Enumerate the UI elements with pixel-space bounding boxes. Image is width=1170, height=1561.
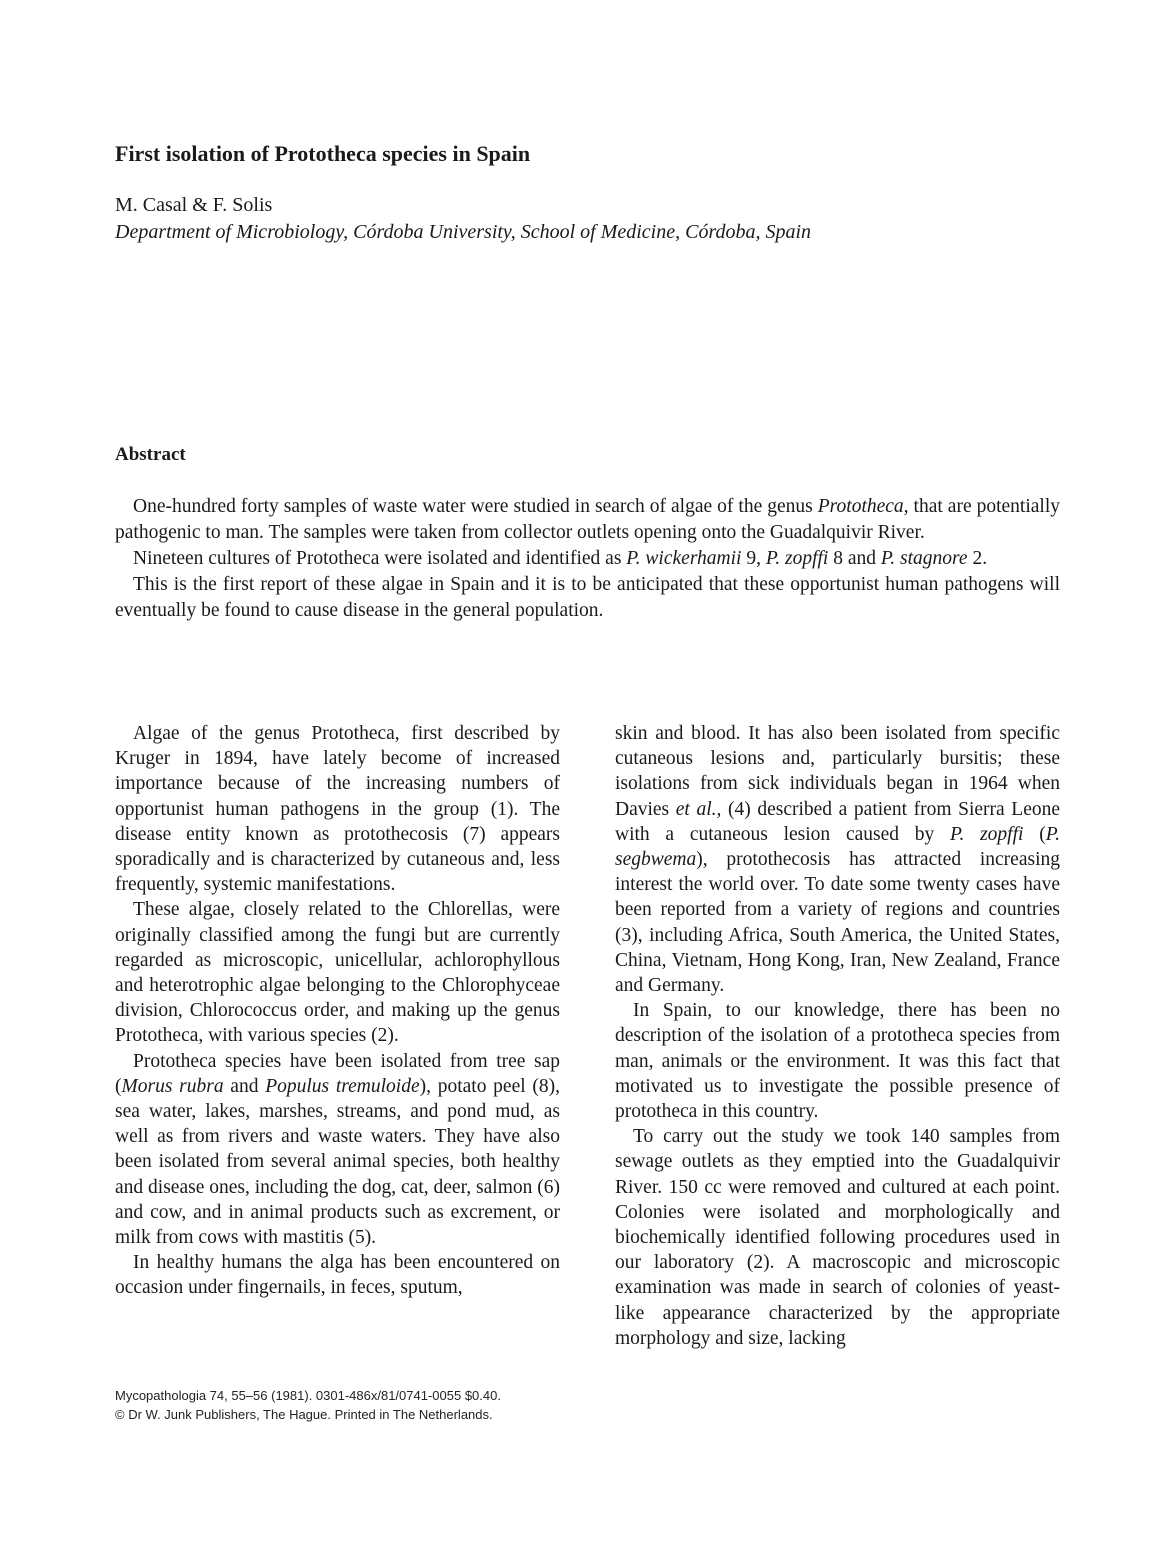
body-text: and bbox=[223, 1075, 266, 1097]
body-text: ), potato peel (8), sea water, lakes, marshes, streams, and pond mud, as well as from rivers and waste waters. They have also been isolated from several animal species, both healthy and disease ones, including the dog, cat, deer, salmon (6) and cow, and in animal products such as excrement, or milk from cows with mastitis (5). bbox=[115, 1075, 560, 1249]
publisher-notice: © Dr W. Junk Publishers, The Hague. Printed in The Netherlands. bbox=[115, 1407, 493, 1422]
species-name: P. segbwema bbox=[615, 823, 1060, 871]
citation-latin: et al., bbox=[675, 798, 722, 820]
body-paragraph: Algae of the genus Prototheca, first described by Kruger in 1894, have lately become of increased importance because of the increasing numbers of opportunist human pathogens in the group (1). The disease entity known as protothecosis (7) appears sporadically and is characterized by cutaneous and, less frequently, systemic manifestations. bbox=[115, 723, 560, 896]
abstract-body bbox=[115, 494, 1060, 624]
species-name: Morus rubra bbox=[121, 1075, 224, 1097]
body-paragraph: In healthy humans the alga has been encountered on occasion under fingernails, in feces, sputum, bbox=[115, 1252, 560, 1299]
body-paragraph: To carry out the study we took 140 samples from sewage outlets as they emptied into the Guadalquivir River. 150 cc were removed and cultured at each point. Colonies were isolated and morphologically and biochemically identified following procedures used in our laboratory (2). A macroscopic and microscopic examination was made in search of colonies of yeast-like appearance characterized by the appropriate morphology and size, lacking bbox=[615, 1126, 1060, 1349]
paper-title: First isolation of Prototheca species in Spain bbox=[115, 141, 531, 166]
footer bbox=[115, 1386, 501, 1424]
abstract-text: 2. bbox=[967, 548, 988, 569]
body-text: skin and blood. It has also been isolated from specific cutaneous lesions and, particularly bursitis; these isolations from sick individuals began in 1964 when Davies bbox=[615, 723, 1060, 820]
body-text: (4) described a patient from Sierra Leone with a cutaneous lesion caused by bbox=[615, 798, 1060, 845]
body-column-right bbox=[615, 721, 1060, 1351]
body-paragraph: These algae, closely related to the Chlorellas, were originally classified among the fungi but are currently regarded as microscopic, unicellular, achlorophyllous and heterotrophic algae belonging to the Chlorophyceae division, Chlorococcus order, and making up the genus Prototheca, with various species (2). bbox=[115, 899, 560, 1047]
body-text: ), protothecosis has attracted increasing interest the world over. To date some twenty cases have been reported from a variety of regions and countries (3), including Africa, South America, the United States, China, Vietnam, Hong Kong, Iran, New Zealand, France and Germany. bbox=[615, 849, 1060, 997]
abstract-heading: Abstract bbox=[115, 444, 186, 465]
species-name: P. zopffi bbox=[950, 823, 1024, 845]
body-paragraph: In Spain, to our knowledge, there has been no description of the isolation of a prototheca species from man, animals or the environment. It was this fact that motivated us to investigate the possible presence of prototheca in this country. bbox=[615, 1000, 1060, 1123]
abstract-text: that are potentially pathogenic to man. The samples were taken from collector outlets opening onto the Guadalquivir River. bbox=[115, 496, 1061, 543]
body-text: ( bbox=[1023, 823, 1046, 845]
abstract-text: One-hundred forty samples of waste water were studied in search of algae of the genus bbox=[133, 496, 818, 517]
body-text: Prototheca species have been isolated from tree sap ( bbox=[115, 1050, 560, 1097]
species-name: P. stagnore bbox=[880, 548, 968, 569]
journal-citation: Mycopathologia 74, 55–56 (1981). 0301-486x/81/0741-0055 $0.40. bbox=[115, 1388, 501, 1403]
body-column-left bbox=[115, 721, 560, 1301]
species-name: P. wickerhamii bbox=[626, 548, 742, 569]
species-name: Populus tremuloide bbox=[265, 1075, 420, 1097]
abstract-paragraph bbox=[115, 494, 1060, 546]
body-paragraph bbox=[615, 721, 1060, 998]
body-paragraph bbox=[115, 1049, 560, 1251]
abstract-paragraph bbox=[115, 546, 1060, 572]
abstract-text: Nineteen cultures of Prototheca were isolated and identified as bbox=[133, 548, 627, 569]
abstract-text: 9, bbox=[741, 548, 766, 569]
abstract-text: 8 and bbox=[828, 548, 881, 569]
affiliation: Department of Microbiology, Córdoba University, School of Medicine, Córdoba, Spain bbox=[115, 221, 812, 243]
species-name: P. zopffi bbox=[765, 548, 829, 569]
authors: M. Casal & F. Solis bbox=[115, 194, 273, 216]
genus-name: Prototheca, bbox=[817, 496, 909, 517]
abstract-paragraph: This is the first report of these algae in Spain and it is to be anticipated that these opportunist human pathogens will eventually be found to cause disease in the general population. bbox=[115, 574, 1060, 621]
